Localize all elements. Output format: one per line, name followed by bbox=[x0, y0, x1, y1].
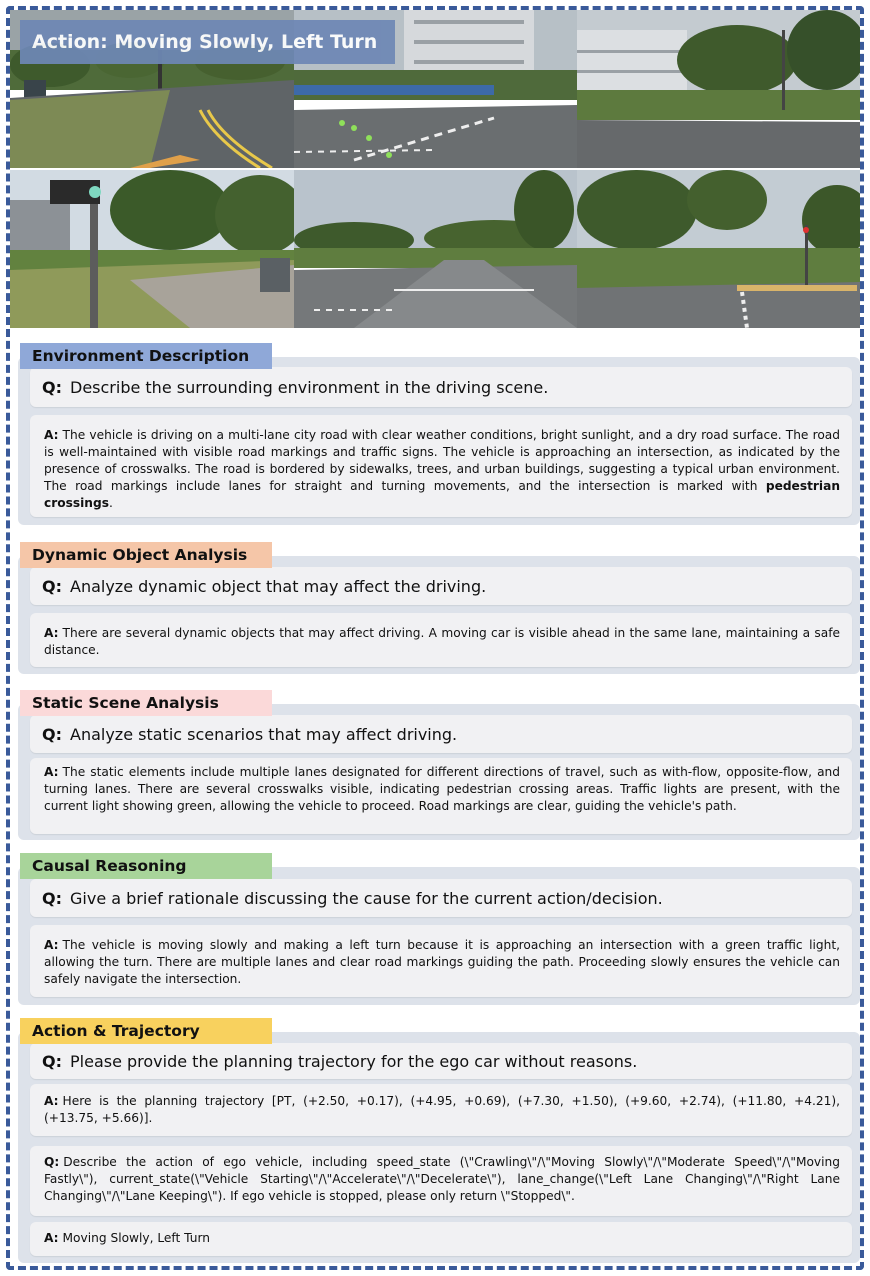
answer-emphasis: pedestrian crossings bbox=[44, 479, 840, 510]
answer-action: Moving Slowly, Left Turn bbox=[62, 1231, 210, 1245]
question-card-causal bbox=[30, 879, 852, 917]
answer-static: The static elements include multiple lanes designated for different directions of travel, such as with-flow, opposite-flow, and turning lanes. There are several crosswalks visible, indicating pedestrian crossing areas. Traffic lights are present, with the current light showing green, allowing the vehicle to proceed. Road markings are clear, guiding the vehicle's path. bbox=[44, 765, 840, 813]
question-card-dynamic bbox=[30, 567, 852, 605]
question-trajectory: Please provide the planning trajectory for the ego car without reasons. bbox=[70, 1051, 638, 1071]
answer-environment: The vehicle is driving on a multi-lane city road with clear weather conditions, bright sunlight, and a dry road surface. The road is well-maintained with visible road markings and traffic signs. The vehicle is approaching an intersection, as indicated by the presence of crosswalks. The road is bordered by sidewalks, trees, and urban buildings, suggesting a typical urban environment. The road markings include lanes for straight and turning movements, and the intersection is marked with bbox=[44, 428, 840, 493]
answer-end: . bbox=[108, 496, 113, 510]
question-environment: Describe the surrounding environment in the driving scene. bbox=[70, 377, 549, 397]
section-causal bbox=[10, 853, 860, 1005]
answer-card-static bbox=[30, 758, 852, 834]
section-title-causal: Causal Reasoning bbox=[20, 853, 272, 879]
answer-card-action bbox=[30, 1222, 852, 1256]
camera-grid bbox=[10, 10, 860, 328]
camera-back-left bbox=[10, 170, 294, 328]
question-card-environment bbox=[30, 367, 852, 407]
a-label: A: bbox=[44, 428, 59, 442]
answer-card-environment bbox=[30, 415, 852, 517]
a-label: A: bbox=[44, 1231, 59, 1245]
answer-causal: The vehicle is moving slowly and making a left turn because it is approaching an intersection with a green traffic light, allowing the turn. There are multiple lanes and clear road markings guiding the path. Proceeding slowly ensures the vehicle can safely navigate the intersection. bbox=[44, 938, 840, 986]
answer-card-trajectory bbox=[30, 1084, 852, 1136]
answer-card-dynamic bbox=[30, 613, 852, 667]
section-action bbox=[10, 1018, 860, 1263]
section-environment bbox=[10, 343, 860, 525]
question-action: Describe the action of ego vehicle, including speed_state (\"Crawling\"/\"Moving Slowly\"/\"Moderate Speed\"/\"Moving Fastly\"), current_state(\"Vehicle Starting\"/\"Accelerate\"/\"Decelerate\"), lane_change(\"Left Lane Changing\"/\"Right Lane Changing\"/\"Lane Keeping\"). If ego vehicle is stopped, please only return \"Stopped\". bbox=[44, 1155, 840, 1203]
section-dynamic bbox=[10, 542, 860, 674]
question-card-trajectory bbox=[30, 1043, 852, 1079]
q-label: Q: bbox=[44, 1155, 60, 1169]
question-static: Analyze static scenarios that may affect driving. bbox=[70, 724, 458, 744]
camera-front-right bbox=[577, 10, 860, 168]
q-label: Q: bbox=[42, 1051, 62, 1071]
section-title-dynamic: Dynamic Object Analysis bbox=[20, 542, 272, 568]
action-title: Action: Moving Slowly, Left Turn bbox=[20, 20, 395, 64]
a-label: A: bbox=[44, 765, 59, 779]
camera-back-right bbox=[577, 170, 860, 328]
question-dynamic: Analyze dynamic object that may affect the driving. bbox=[70, 576, 487, 596]
answer-trajectory: Here is the planning trajectory [PT, (+2.50, +0.17), (+4.95, +0.69), (+7.30, +1.50), (+9.60, +2.74), (+11.80, +4.21), (+13.75, +5.66)]. bbox=[44, 1094, 840, 1125]
question-causal: Give a brief rationale discussing the cause for the current action/decision. bbox=[70, 888, 663, 908]
q-label: Q: bbox=[42, 377, 62, 397]
question-card-static bbox=[30, 715, 852, 753]
camera-back bbox=[294, 170, 577, 328]
answer-dynamic: There are several dynamic objects that may affect driving. A moving car is visible ahead in the same lane, maintaining a safe distance. bbox=[44, 626, 840, 657]
a-label: A: bbox=[44, 626, 59, 640]
a-label: A: bbox=[44, 1094, 59, 1108]
question-card-action bbox=[30, 1146, 852, 1216]
section-static bbox=[10, 690, 860, 840]
section-title-environment: Environment Description bbox=[20, 343, 272, 369]
q-label: Q: bbox=[42, 888, 62, 908]
q-label: Q: bbox=[42, 724, 62, 744]
section-title-static: Static Scene Analysis bbox=[20, 690, 272, 716]
q-label: Q: bbox=[42, 576, 62, 596]
answer-card-causal bbox=[30, 925, 852, 997]
section-title-action: Action & Trajectory bbox=[20, 1018, 272, 1044]
a-label: A: bbox=[44, 938, 59, 952]
